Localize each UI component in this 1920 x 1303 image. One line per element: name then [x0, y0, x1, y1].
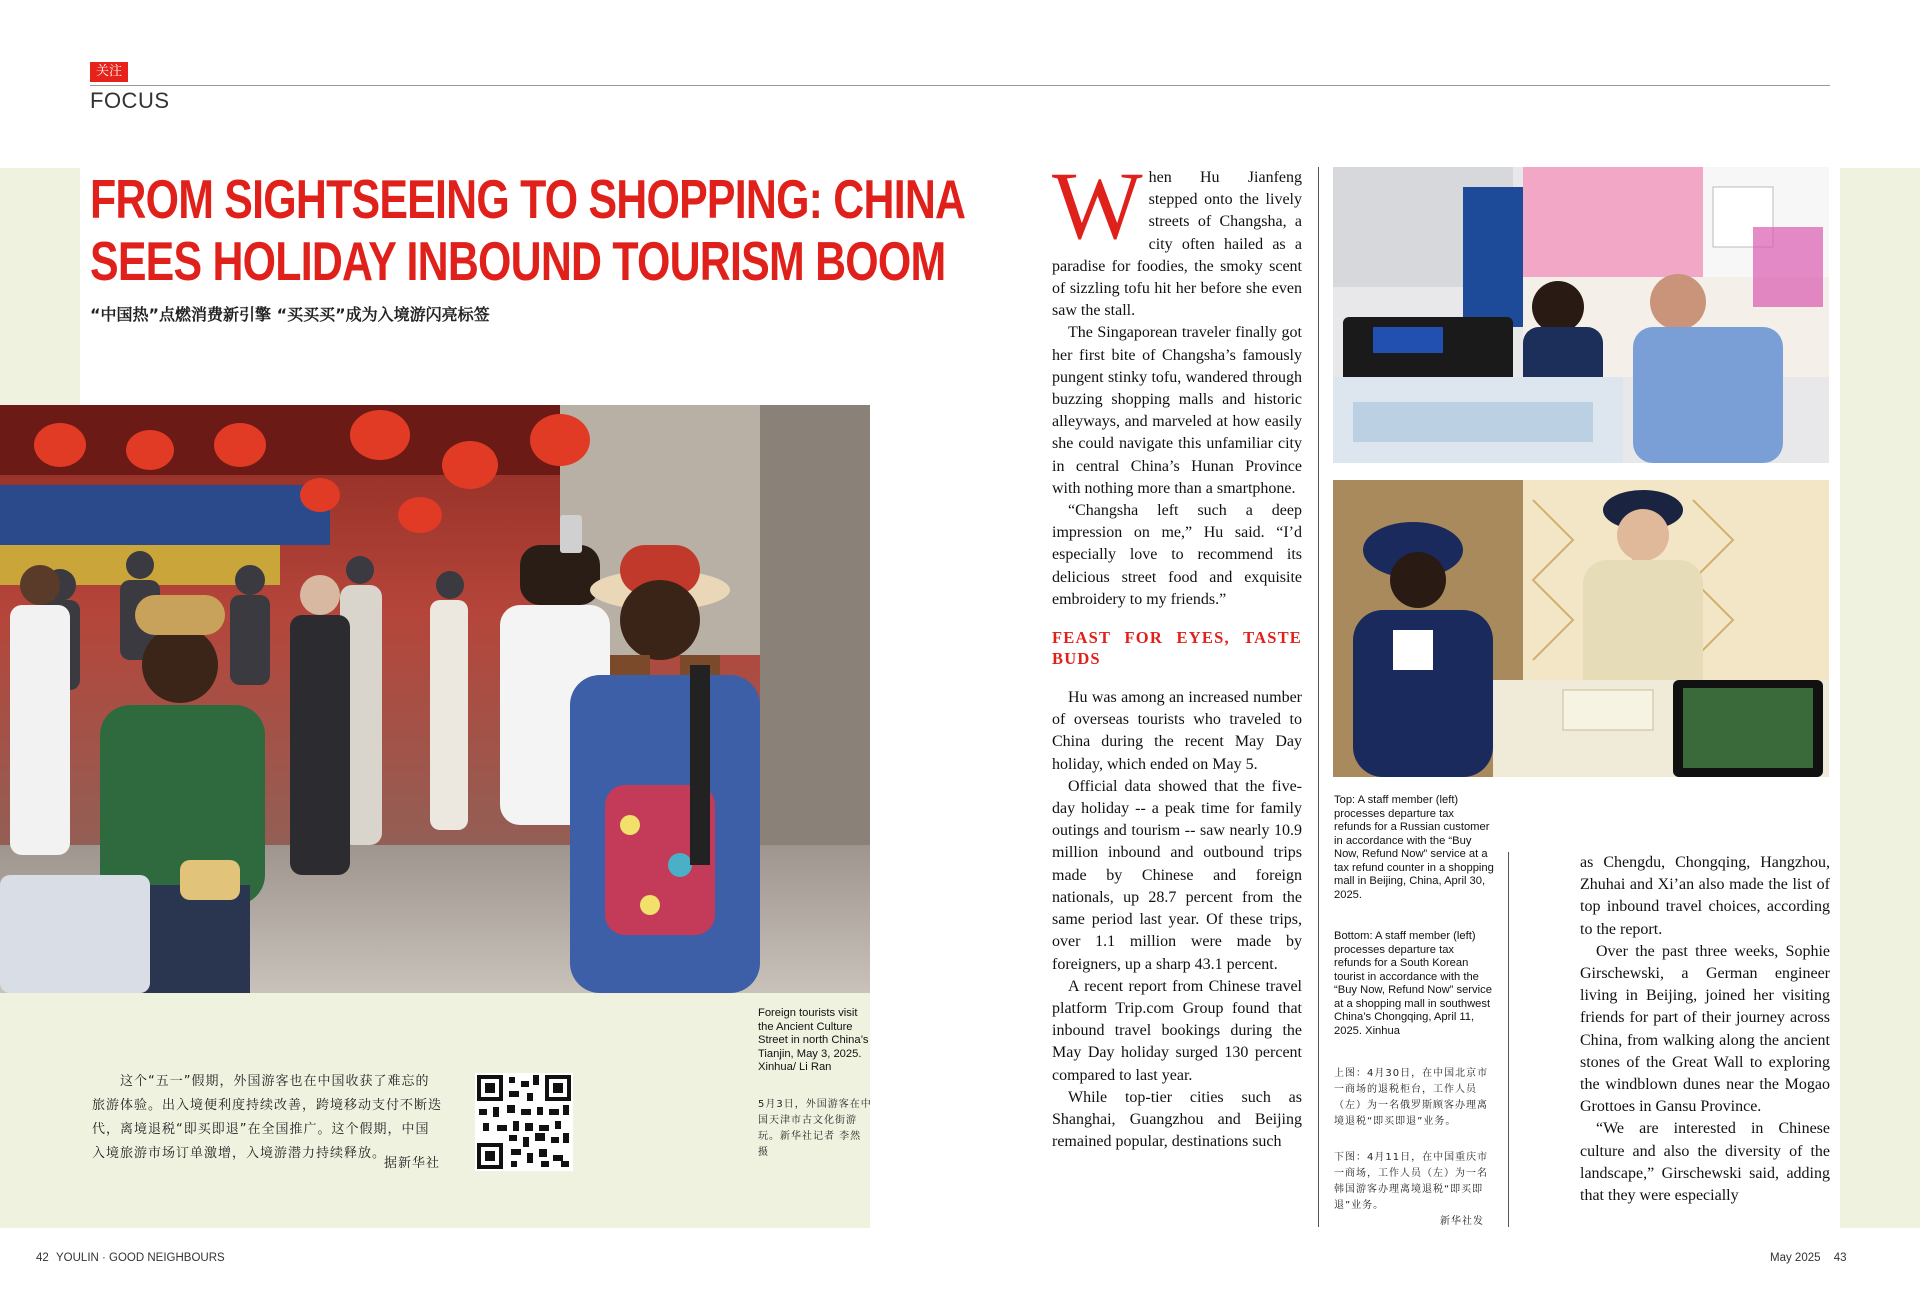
main-photo	[0, 405, 870, 993]
headline	[90, 168, 966, 292]
article-column-1	[1052, 152, 1302, 1153]
paragraph-1: hen Hu Jianfeng stepped onto the lively streets of Changsha, a city often hailed as a paradise for foodies, the smoky scent of sizzling tofu hit her before she even saw the stall.	[1052, 169, 1302, 320]
paragraph-10: “We are interested in Chinese culture and also the diversity of the landscape,” Girschewski said, adding that they were especially	[1580, 1120, 1830, 1205]
photo-bottom	[1333, 480, 1829, 777]
paragraph-3: “Changsha left such a deep impression on me,” Hu said. “I’d especially love to recommend its delicious street food and exquisite embroidery to my friends.”	[1052, 502, 1302, 608]
footer-right	[1770, 1252, 1847, 1264]
right-page-band	[1840, 168, 1920, 1228]
page-number-right: 43	[1833, 1252, 1847, 1264]
cn-summary-credit: 据新华社	[384, 1156, 441, 1171]
publication-name: YOULIN · GOOD NEIGHBOURS	[56, 1252, 225, 1264]
subhead-cn: “中国热”点燃消费新引擎 “买买买”成为入境游闪亮标签	[90, 305, 490, 324]
paragraph-4: Hu was among an increased number of overseas tourists who traveled to China during the recent May Day holiday, which ended on May 5.	[1052, 689, 1302, 773]
column-divider	[1318, 167, 1319, 1227]
headline-line-1: FROM SIGHTSEEING TO SHOPPING: CHINA	[90, 168, 966, 230]
article-column-2	[1580, 852, 1830, 1207]
right-photo-caption-top-en: Top: A staff member (left) processes departure tax refunds for a Russian customer in accordance with the “Buy Now, Refund Now” service at a tax refund counter in a shopping mall in Beijing, China, April 30, 2025.	[1334, 794, 1494, 901]
paragraph-7: While top-tier cities such as Shanghai, Guangzhou and Beijing remained popular, destinations such	[1052, 1088, 1302, 1151]
right-photo-caption-credit-cn: 新华社发	[1440, 1216, 1484, 1227]
main-photo-caption-en: Foreign tourists visit the Ancient Culture Street in north China’s Tianjin, May 3, 2025. Xinhua/ Li Ran	[758, 1007, 869, 1073]
section-tag-cn: 关注	[90, 62, 128, 82]
paragraph-8: as Chengdu, Chongqing, Hangzhou, Zhuhai and Xi’an also made the list of top inbound travel choices, according to the report.	[1580, 854, 1830, 938]
paragraph-5: Official data showed that the five-day holiday -- a peak time for family outings and tourism -- saw nearly 10.9 million inbound and outbound trips made by Chinese and foreign nationals, up 28.7 percent from the same period last year. Of these trips, over 1.1 million were made by foreigners, up a sharp 43.1 percent.	[1052, 777, 1302, 973]
subheading: FEAST FOR EYES, TASTE BUDS	[1052, 628, 1302, 669]
drop-cap: W	[1052, 152, 1143, 259]
right-photo-caption-bottom-cn: 下图：4月11日，在中国重庆市一商场，工作人员（左）为一名韩国游客办理离境退税“即买即退”业务。	[1334, 1152, 1489, 1211]
issue-date: May 2025	[1770, 1252, 1821, 1264]
headline-line-2: SEES HOLIDAY INBOUND TOURISM BOOM	[90, 230, 946, 292]
paragraph-2: The Singaporean traveler finally got her first bite of Changsha’s famously pungent stinky tofu, wandered through buzzing shopping malls and historic alleyways, and marveled at how easily she could navigate this unfamiliar city in central China’s Hunan Province with nothing more than a smartphone.	[1052, 324, 1302, 497]
cn-summary-text: 这个“五一”假期，外国游客也在中国收获了难忘的旅游体验。出入境便利度持续改善，跨境移动支付不断迭代，离境退税“即买即退”在全国推广。这个假期，中国入境旅游市场订单激增，入境游潜力持续释放。	[92, 1074, 443, 1161]
caption-divider	[1508, 852, 1509, 1227]
footer-left	[36, 1252, 225, 1264]
right-photo-caption-bottom-en: Bottom: A staff member (left) processes departure tax refunds for a South Korean tourist in accordance with the “Buy Now, Refund Now” service at a shopping mall in southwest China’s Chongqing, April 11, 2025. Xinhua	[1334, 930, 1492, 1037]
section-label: FOCUS	[90, 88, 170, 113]
street-scene-image	[0, 405, 870, 993]
paragraph-6: A recent report from Chinese travel platform Trip.com Group found that inbound travel bookings during the May Day holiday surged 130 percent compared to last year.	[1052, 977, 1302, 1084]
tax-refund-counter-image	[1333, 167, 1829, 463]
qr-code[interactable]	[475, 1073, 573, 1171]
main-photo-caption-cn: 5月3日，外国游客在中国天津市古文化街游玩。新华社记者 李然 摄	[758, 1099, 872, 1158]
shopping-mall-refund-image	[1333, 480, 1829, 777]
paragraph-9: Over the past three weeks, Sophie Girschewski, a German engineer living in Beijing, joined her visiting friends for part of their journey across China, from walking along the ancient stones of the Great Wall to exploring the windblown dunes near the Mogao Grottoes in Gansu Province.	[1580, 942, 1830, 1116]
right-photo-caption-top-cn: 上图：4月30日，在中国北京市一商场的退税柜台，工作人员（左）为一名俄罗斯顾客办理离境退税“即买即退”业务。	[1334, 1068, 1489, 1127]
photo-top	[1333, 167, 1829, 463]
page-number-left: 42	[36, 1252, 49, 1264]
qr-code-icon	[475, 1073, 573, 1171]
header-rule	[90, 85, 1830, 86]
